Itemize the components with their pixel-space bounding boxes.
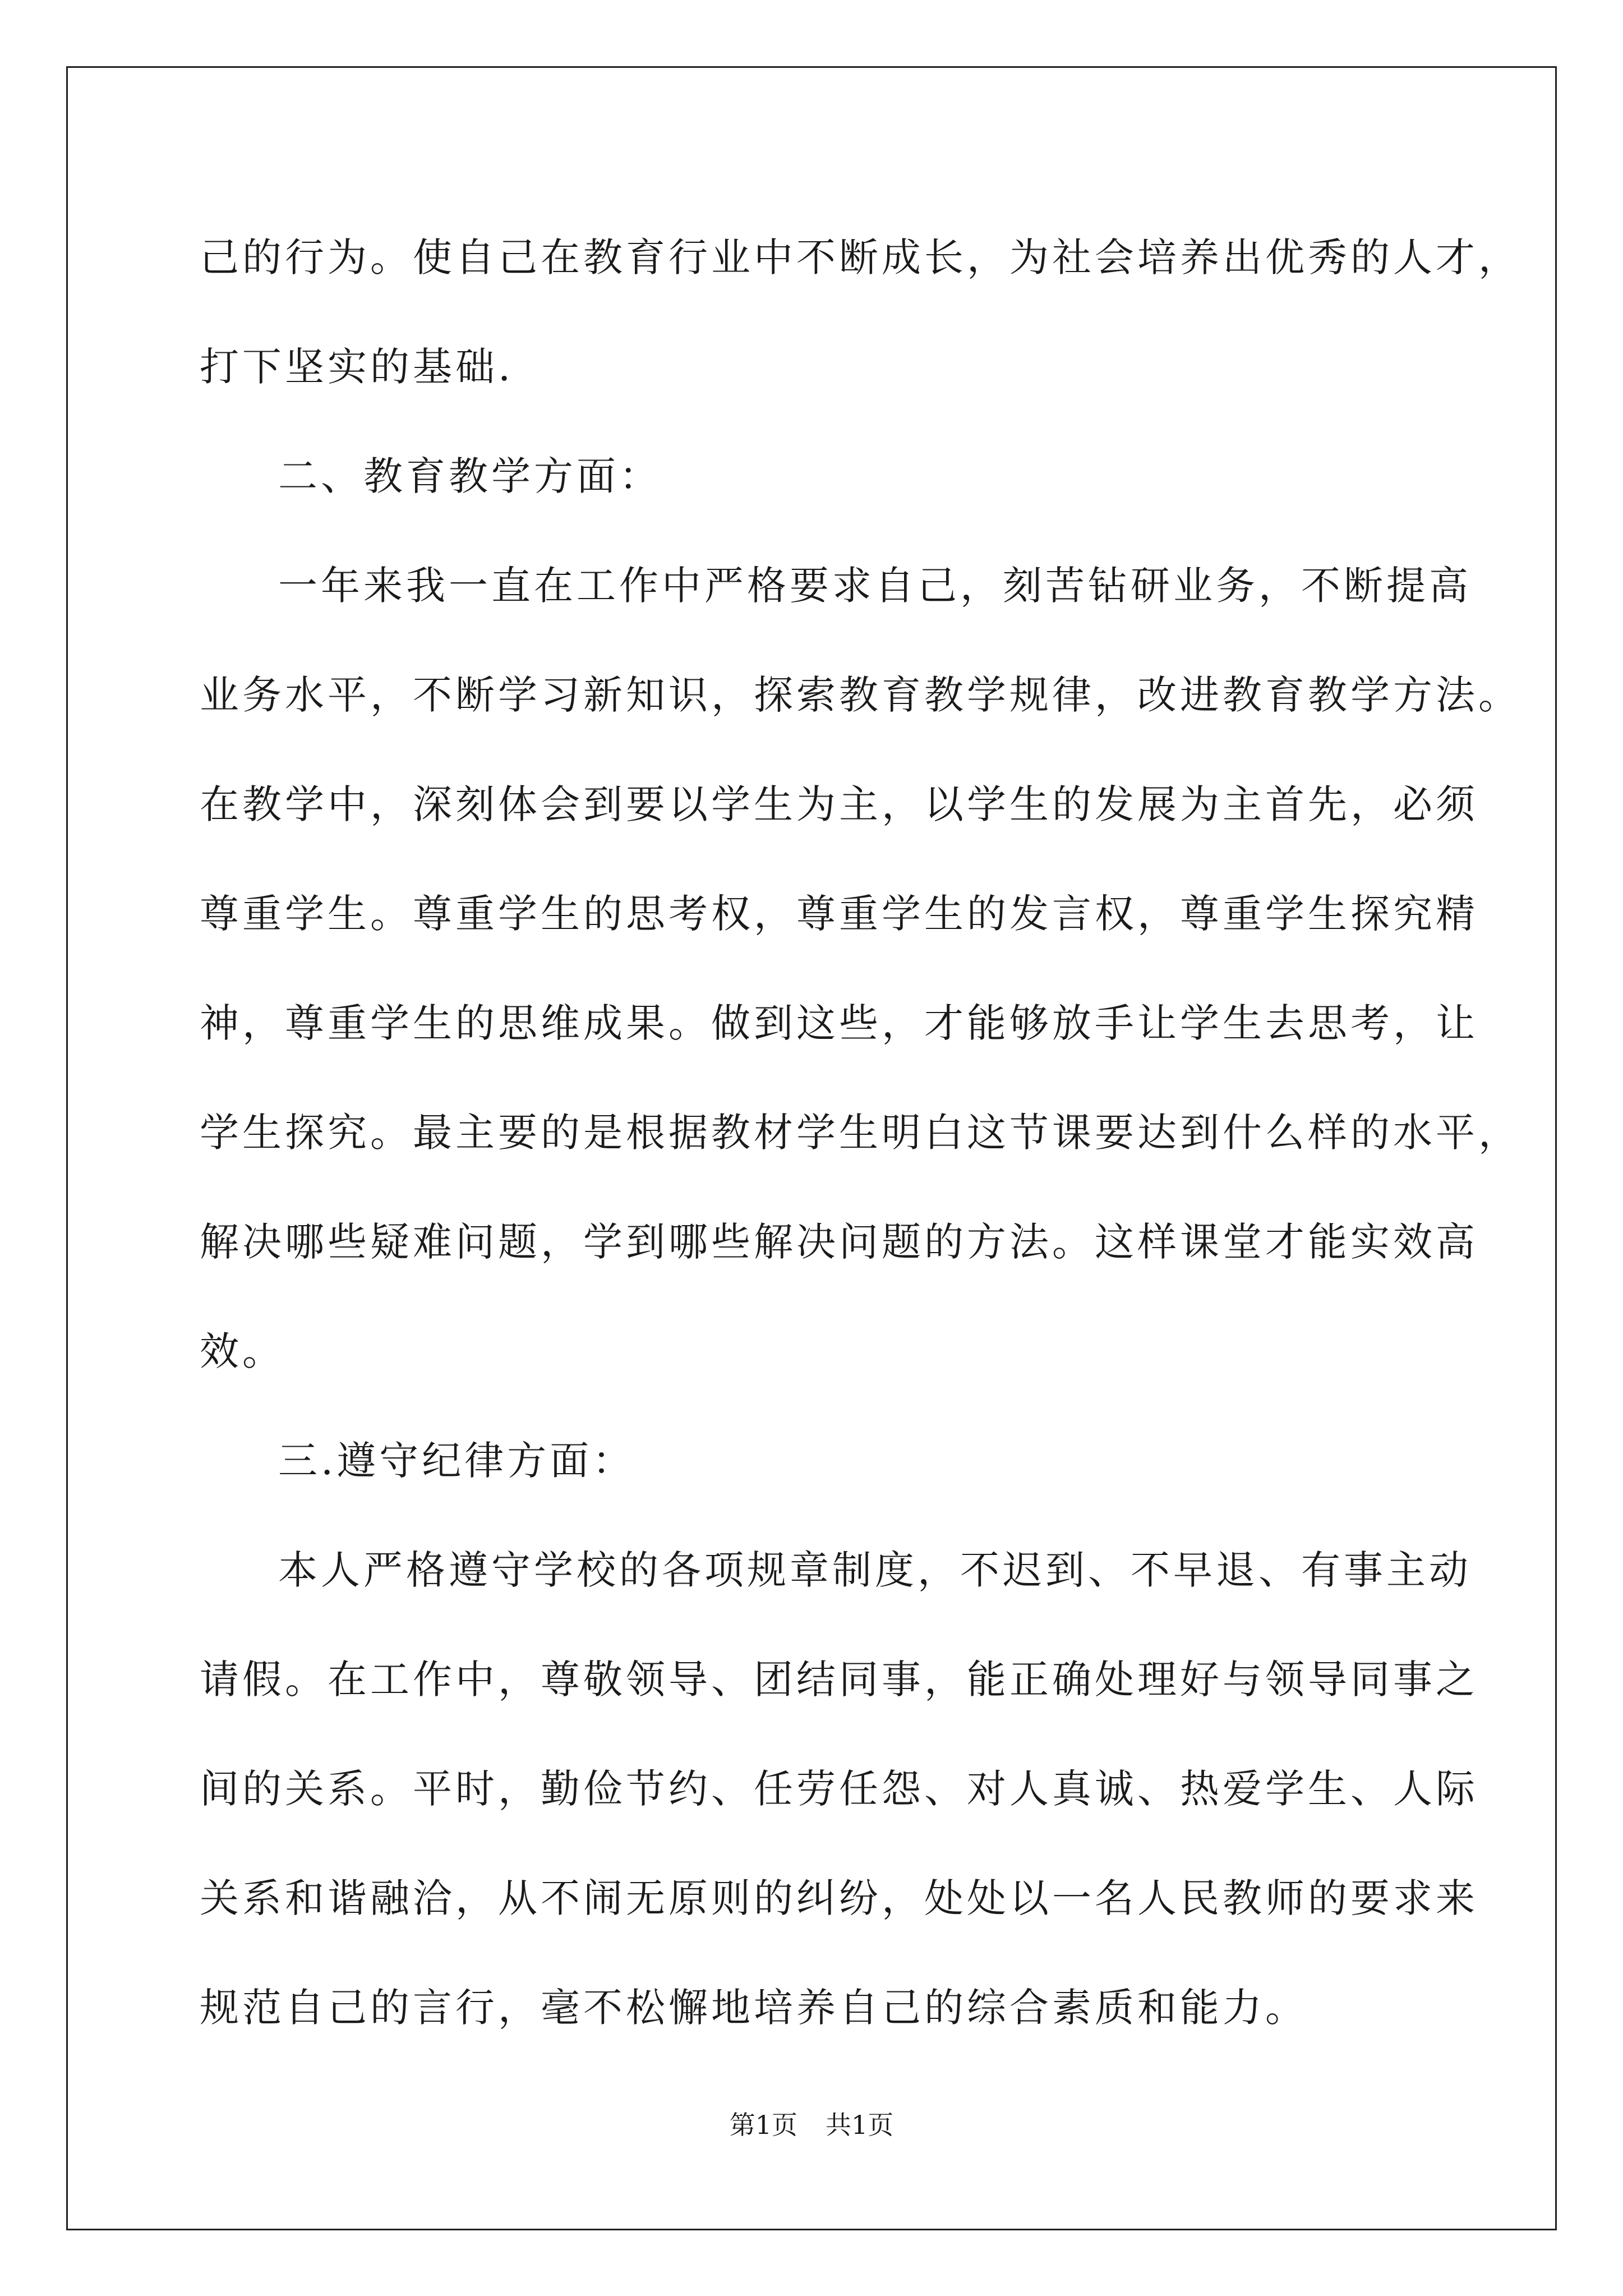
text-line: 己的行为。使自己在教育行业中不断成长，为社会培养出优秀的人才， bbox=[200, 234, 1521, 280]
page-footer bbox=[0, 2105, 1623, 2142]
text-line: 请假。在工作中，尊敬领导、团结同事，能正确处理好与领导同事之 bbox=[200, 1657, 1478, 1703]
text-line: 在教学中，深刻体会到要以学生为主，以学生的发展为主首先，必须 bbox=[200, 781, 1478, 827]
text-line: 解决哪些疑难问题，学到哪些解决问题的方法。这样课堂才能实效高 bbox=[200, 1219, 1478, 1265]
text-line: 间的关系。平时，勤俭节约、任劳任怨、对人真诚、热爱学生、人际 bbox=[200, 1766, 1478, 1812]
text-line: 本人严格遵守学校的各项规章制度，不迟到、不早退、有事主动 bbox=[278, 1547, 1472, 1593]
section-heading: 三.遵守纪律方面： bbox=[278, 1438, 635, 1484]
text-line: 效。 bbox=[200, 1328, 285, 1374]
text-line: 学生探究。最主要的是根据教材学生明白这节课要达到什么样的水平， bbox=[200, 1110, 1521, 1156]
text-line: 规范自己的言行，毫不松懈地培养自己的综合素质和能力。 bbox=[200, 1985, 1308, 2031]
text-line: 业务水平，不断学习新知识，探索教育教学规律，改进教育教学方法。 bbox=[200, 672, 1521, 718]
text-line: 一年来我一直在工作中严格要求自己，刻苦钻研业务，不断提高 bbox=[278, 563, 1472, 609]
text-line: 神，尊重学生的思维成果。做到这些，才能够放手让学生去思考，让 bbox=[200, 1000, 1478, 1046]
section-heading: 二、教育教学方面： bbox=[278, 453, 662, 499]
text-line: 尊重学生。尊重学生的思考权，尊重学生的发言权，尊重学生探究精 bbox=[200, 891, 1478, 937]
text-line: 打下坚实的基础. bbox=[200, 344, 514, 390]
page-total: 共1页 bbox=[826, 2110, 894, 2140]
page-number: 第1页 bbox=[729, 2110, 797, 2140]
text-line: 关系和谐融洽，从不闹无原则的纠纷，处处以一名人民教师的要求来 bbox=[200, 1875, 1478, 1921]
document-body bbox=[200, 203, 1521, 2063]
